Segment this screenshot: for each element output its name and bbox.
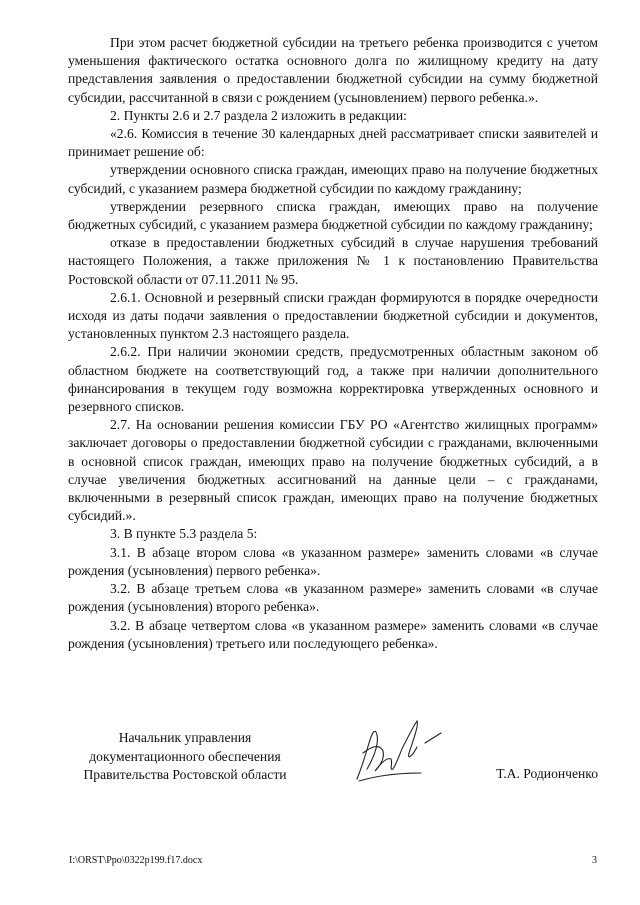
paragraph: отказе в предоставлении бюджетных субсидий в случае нарушения требований настоящего Положения, а также приложения № 1 к постановлению Правительства Ростовской области от 07.11.2011 № 95. <box>68 235 598 287</box>
paragraph: утверждении основного списка граждан, имеющих право на получение бюджетных субсидий, с указанием размера бюджетной субсидии по каждому гражданину; <box>68 162 598 196</box>
paragraph: 3.2. В абзаце четвертом слова «в указанном размере» заменить словами «в случае рождения (усыновления) третьего или последующего ребенка». <box>68 617 598 651</box>
paragraph: 2. Пункты 2.6 и 2.7 раздела 2 изложить в редакции: <box>110 107 407 123</box>
paragraph: 3. В пункте 5.3 раздела 5: <box>110 526 258 542</box>
position-line: Начальник управления <box>118 730 252 745</box>
signatory-position <box>70 729 300 785</box>
document-body <box>68 34 598 653</box>
handwritten-signature <box>349 713 449 785</box>
signatory-name: Т.А. Родионченко <box>496 766 598 781</box>
position-line: документационного обеспечения <box>89 748 281 764</box>
paragraph: 2.6.2. При наличии экономии средств, предусмотренных областным законом об областном бюджете на соответствующий год, а также при наличии дополнительного финансирования в текущем году возможна корректировка утвержденных основного и резервного списков. <box>68 344 598 415</box>
signature-block <box>64 729 604 789</box>
paragraph: 2.6.1. Основной и резервный списки граждан формируются в порядке очередности исходя из даты подачи заявления о предоставлении бюджетной субсидии и документов, установленных пунктом 2.3 настоящего раздела. <box>68 289 598 342</box>
paragraph: 2.7. На основании решения комиссии ГБУ РО «Агентство жилищных программ» заключает договоры о предоставлении бюджетной субсидии с гражданами, включенными в основной список граждан, имеющих право на получение бюджетных субсидий, а в случае увеличения бюджетных ассигнований на данные цели – с гражданами, включенными в резервный список граждан, имеющих право на получение бюджетных субсидий.». <box>68 417 598 524</box>
paragraph: 3.2. В абзаце третьем слова «в указанном размере» заменить словами «в случае рождения (усыновления) второго ребенка». <box>68 581 598 615</box>
paragraph: «2.6. Комиссия в течение 30 календарных дней рассматривает списки заявителей и принимает решение об: <box>68 126 598 160</box>
paragraph: 3.1. В абзаце втором слова «в указанном размере» заменить словами «в случае рождения (усыновления) первого ребенка». <box>68 544 598 578</box>
footer-file-path: I:\ORST\Ppo\0322p199.f17.docx <box>69 855 203 866</box>
page-number: 3 <box>592 855 597 866</box>
position-line: Правительства Ростовской области <box>83 767 287 782</box>
paragraph: При этом расчет бюджетной субсидии на третьего ребенка производится с учетом уменьшения фактического остатка основного долга по жилищному кредиту на дату представления заявления о предоставлении бюджетной субсидии на сумму бюджетной субсидии, рассчитанной в связи с рождением (усыновлением) первого ребенка.». <box>68 35 598 105</box>
paragraph: утверждении резервного списка граждан, имеющих право на получение бюджетных субсидий, с указанием размера бюджетной субсидии по каждому гражданину; <box>68 198 598 233</box>
